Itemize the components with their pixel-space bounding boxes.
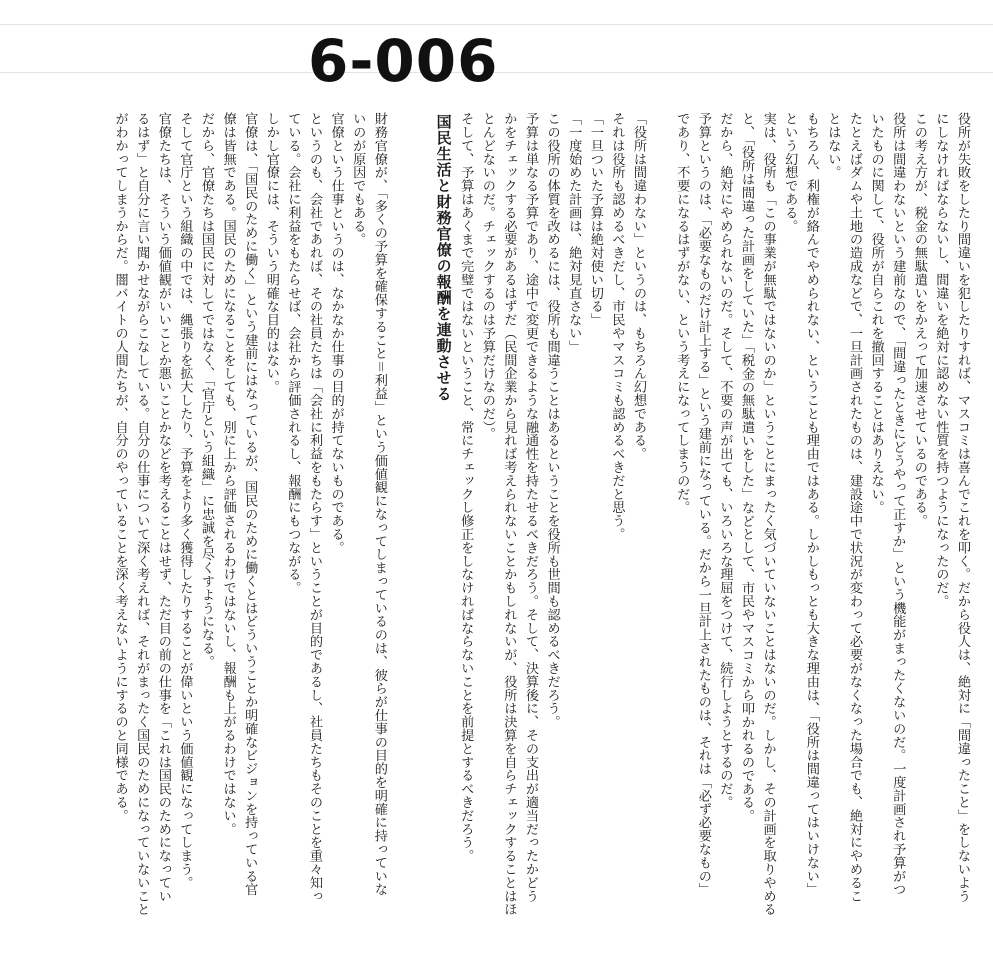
text-column: であり、不要になるはずがない、という考えになってしまうのだ。 [674,112,690,514]
text-column: 官僚という仕事というのは、なかなか仕事の目的が持てないものである。 [328,112,344,555]
text-column: だから、絶対にやめられないのだ。そして、不要の声が出ても、いろいろな理屈をつけて、続行しようとするのだ。 [717,112,733,809]
text-column: 役所が失敗をしたり間違いを犯したりすれば、マスコミは喜んでこれを叩く。だから役人は、絶対に「間違ったこと」をしないよう [955,112,970,903]
text-column: 予算は単なる予算であり、途中で変更できるような融通性を持たせるべきだろう。そして、決算後に、その支出が適当だったかどう [523,112,538,903]
text-column: 「役所は間違わない」というのは、もちろん幻想である。 [631,112,646,461]
blank-column [412,112,432,972]
text-column: いのが原因でもある。 [350,112,366,246]
text-column: だから、官僚たちは国民に対してではなく、「官庁という組織」に忠誠を尽くすようになる。 [199,112,214,669]
text-column: それは役所も認めるべきだし、市民やマスコミも認めるべきだと思う。 [609,112,625,541]
text-column: にしなければならないし、間違いを絶対に認めない性質を持つようになったのだ。 [933,112,949,608]
text-column: 予算というのは、「必要なものだけ計上する」という建前になっている。だから一旦計上されたものは、それは「必ず必要なもの」 [695,112,711,896]
text-column: 「一度始めた計画は、絶対見直さない」 [566,112,582,354]
text-column: という幻想である。 [782,112,798,233]
text-column: 財務官僚が、「多くの予算を確保すること＝利益」という価値観になってしまっているのは、彼らが仕事の目的を明確に持っていな [371,112,387,896]
text-column: とはない。 [825,112,841,179]
text-column: そして、予算はあくまで完璧ではないということ、常にチェックし修正をしなければならないことを前提とするべきだろう。 [458,112,474,863]
text-column: というのも、会社であれば、その社員たちは「会社に利益をもたらす」ということが目的であるし、社員たちもそのことを重々知っ [307,112,322,903]
text-column: と、「役所は間違った計画をしていた」「税金の無駄遣いをした」などとして、市民やマスコミから叩かれるのである。 [739,112,754,823]
text-column: かをチェックする必要があるはずだ（民間企業から見れば考えられないことかもしれないが、役所は決算を自らチェックすることはほ [501,112,517,916]
text-column: この考え方が、税金の無駄遣いをかえって加速させているのである。 [911,112,927,528]
text-column: るはず」と自分に言い聞かせながらこなしている。自分の仕事について深く考えれば、それがまったく国民のためになっていないこと [134,112,150,916]
text-column: 実は、役所も「この事業が無駄ではないのか」ということにまったく気づいていないことはないのだ。しかし、その計画を取りやめる [760,112,776,916]
text-column: この役所の体質を改めるには、役所も間違うことはあるということを役所も世間も認めるべきだろう。 [544,112,560,729]
text-column: とんどないのだ。チェックするのは予算だけなのだ）。 [479,112,495,441]
text-column: しかし官僚には、そういう明確な目的はない。 [263,112,279,394]
text-column: ている。会社に利益をもたらせば、会社から評価されるし、報酬にもつながる。 [285,112,301,595]
blank-column [650,112,670,972]
top-rule [0,24,993,25]
text-column: 官僚たちは、そういう価値観がいいことか悪いことかなどを考えることはせず、ただ目の前の仕事を「これは国民のためになってい [155,112,171,903]
blank-column [390,112,410,972]
text-column: たとえばダムや土地の造成などで、一旦計画されたものは、建設途中で状況が変わって必要がなくなった場合でも、絶対にやめるこ [847,112,862,903]
text-column: 僚は皆無である。国民のためになることをしても、別に上から評価されるわけではないし、報酬も上がるわけではない。 [220,112,236,836]
text-column: がわかってしまうからだ。闇バイトの人間たちが、自分のやっていることを深く考えないようにするのと同様である。 [112,112,128,823]
text-column: そして官庁という組織の中では、縄張りを拡大したり、予算をより多く獲得したりすることが偉いという価値観になってしまう。 [177,112,193,890]
section-heading: 国民生活と財務官僚の報酬を連動させる [434,114,453,402]
text-column: もちろん、利権が絡んでやめられない、ということも理由ではある。しかしもっとも大きな理由は、「役所は間違ってはいけない」 [803,112,819,896]
text-column: 「一旦ついた予算は絶対使い切る」 [587,112,603,327]
text-column: いたものに関して、役所が自らこれを撤回することはありえない。 [868,112,884,514]
text-column: 官僚は、「国民のために働く」という建前にはなっているが、国民のために働くとはどういうことか明確なビジョンを持っている官 [242,112,258,896]
text-column: 役所は間違わないという建前なので、「間違ったときにどうやって正すか」という機能がまったくないのだ。一度計画され予算がつ [890,112,906,896]
page-number: 6-006 [308,27,499,95]
